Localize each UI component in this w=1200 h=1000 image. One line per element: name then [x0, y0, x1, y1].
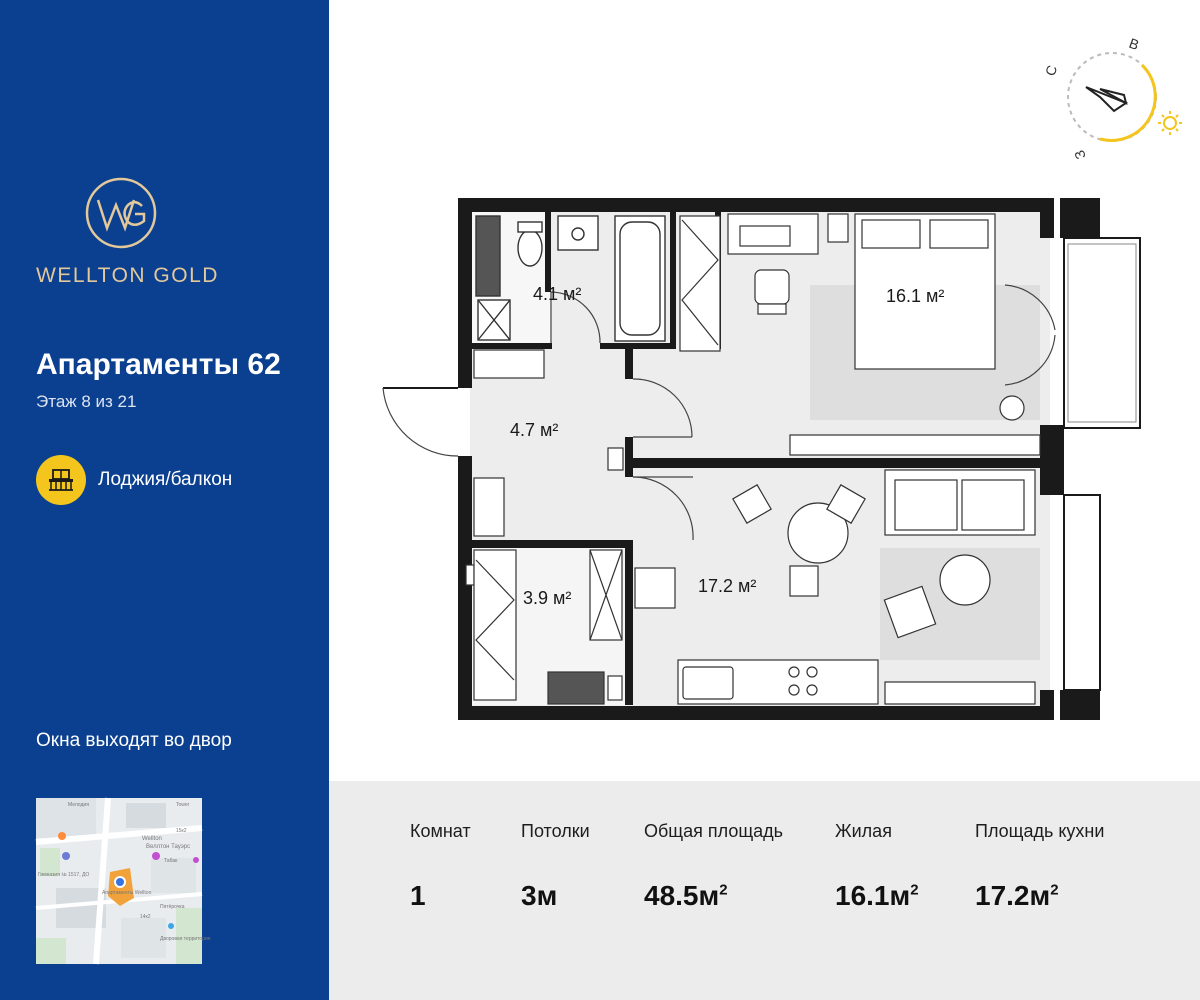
entry-door[interactable] [383, 388, 458, 456]
compass-east: В [1126, 34, 1142, 54]
stat-rooms [410, 821, 471, 912]
map-label: Гимназия № 1517, ДО [38, 872, 90, 878]
map-label: Табак [164, 858, 178, 864]
sun-icon [1158, 111, 1182, 135]
compass-north: С [1041, 63, 1061, 79]
sidebar [0, 0, 329, 1000]
stat-total-area [644, 821, 783, 912]
stat-kitchen-area [975, 821, 1104, 912]
map-label: Tower [176, 802, 190, 808]
map-label: Wellton [142, 836, 162, 842]
area-bathroom: 4.1 м² [533, 284, 582, 304]
stat-label: Потолки [521, 821, 590, 841]
stat-value: $17.2м^2$ [975, 880, 1059, 911]
compass-needle-icon [1086, 87, 1126, 111]
balcony-icon [36, 455, 86, 505]
area-hall: 4.7 м² [510, 420, 559, 440]
stat-label: Общая площадь [644, 821, 784, 841]
loggia [1064, 238, 1140, 690]
location-map[interactable] [36, 798, 211, 964]
stat-value: $16.1м^2$ [835, 880, 919, 911]
map-label: Мелодия [68, 802, 89, 808]
stat-ceiling [521, 821, 590, 912]
area-bedroom: 16.1 м² [886, 286, 945, 306]
map-label: 15к2 [176, 828, 187, 834]
windows-orientation: Окна выходят во двор [36, 730, 232, 751]
brand-name: WELLTON GOLD [36, 264, 219, 287]
stats-panel [329, 781, 1200, 1000]
map-label: Веллтон Тауэрс [146, 844, 191, 850]
floor-plan [375, 190, 1150, 730]
feature-label: Лоджия/балкон [98, 469, 233, 490]
stat-value: $48.5м^2$ [644, 880, 728, 911]
area-kitchen: 17.2 м² [698, 576, 757, 596]
feature-balcony [36, 455, 232, 505]
floor-info: Этаж 8 из 21 [36, 392, 137, 411]
stat-value: 1 [410, 880, 426, 911]
map-label: 14к2 [140, 914, 151, 920]
stat-label: Площадь кухни [975, 821, 1105, 841]
area-storage: 3.9 м² [523, 588, 572, 608]
stat-living-area [835, 821, 919, 912]
map-label: Апартаменты Wellton [102, 890, 152, 896]
apartment-title: Апартаменты 62 [36, 348, 281, 381]
compass [1040, 25, 1190, 175]
stat-label: Жилая [835, 821, 892, 841]
map-label: Пятёрочка [160, 904, 185, 910]
logo-mark-icon [80, 172, 162, 254]
stat-value: 3м [521, 880, 558, 911]
stat-label: Комнат [410, 821, 471, 841]
map-label: Дворовая территория [160, 936, 211, 942]
compass-west: З [1070, 148, 1089, 162]
